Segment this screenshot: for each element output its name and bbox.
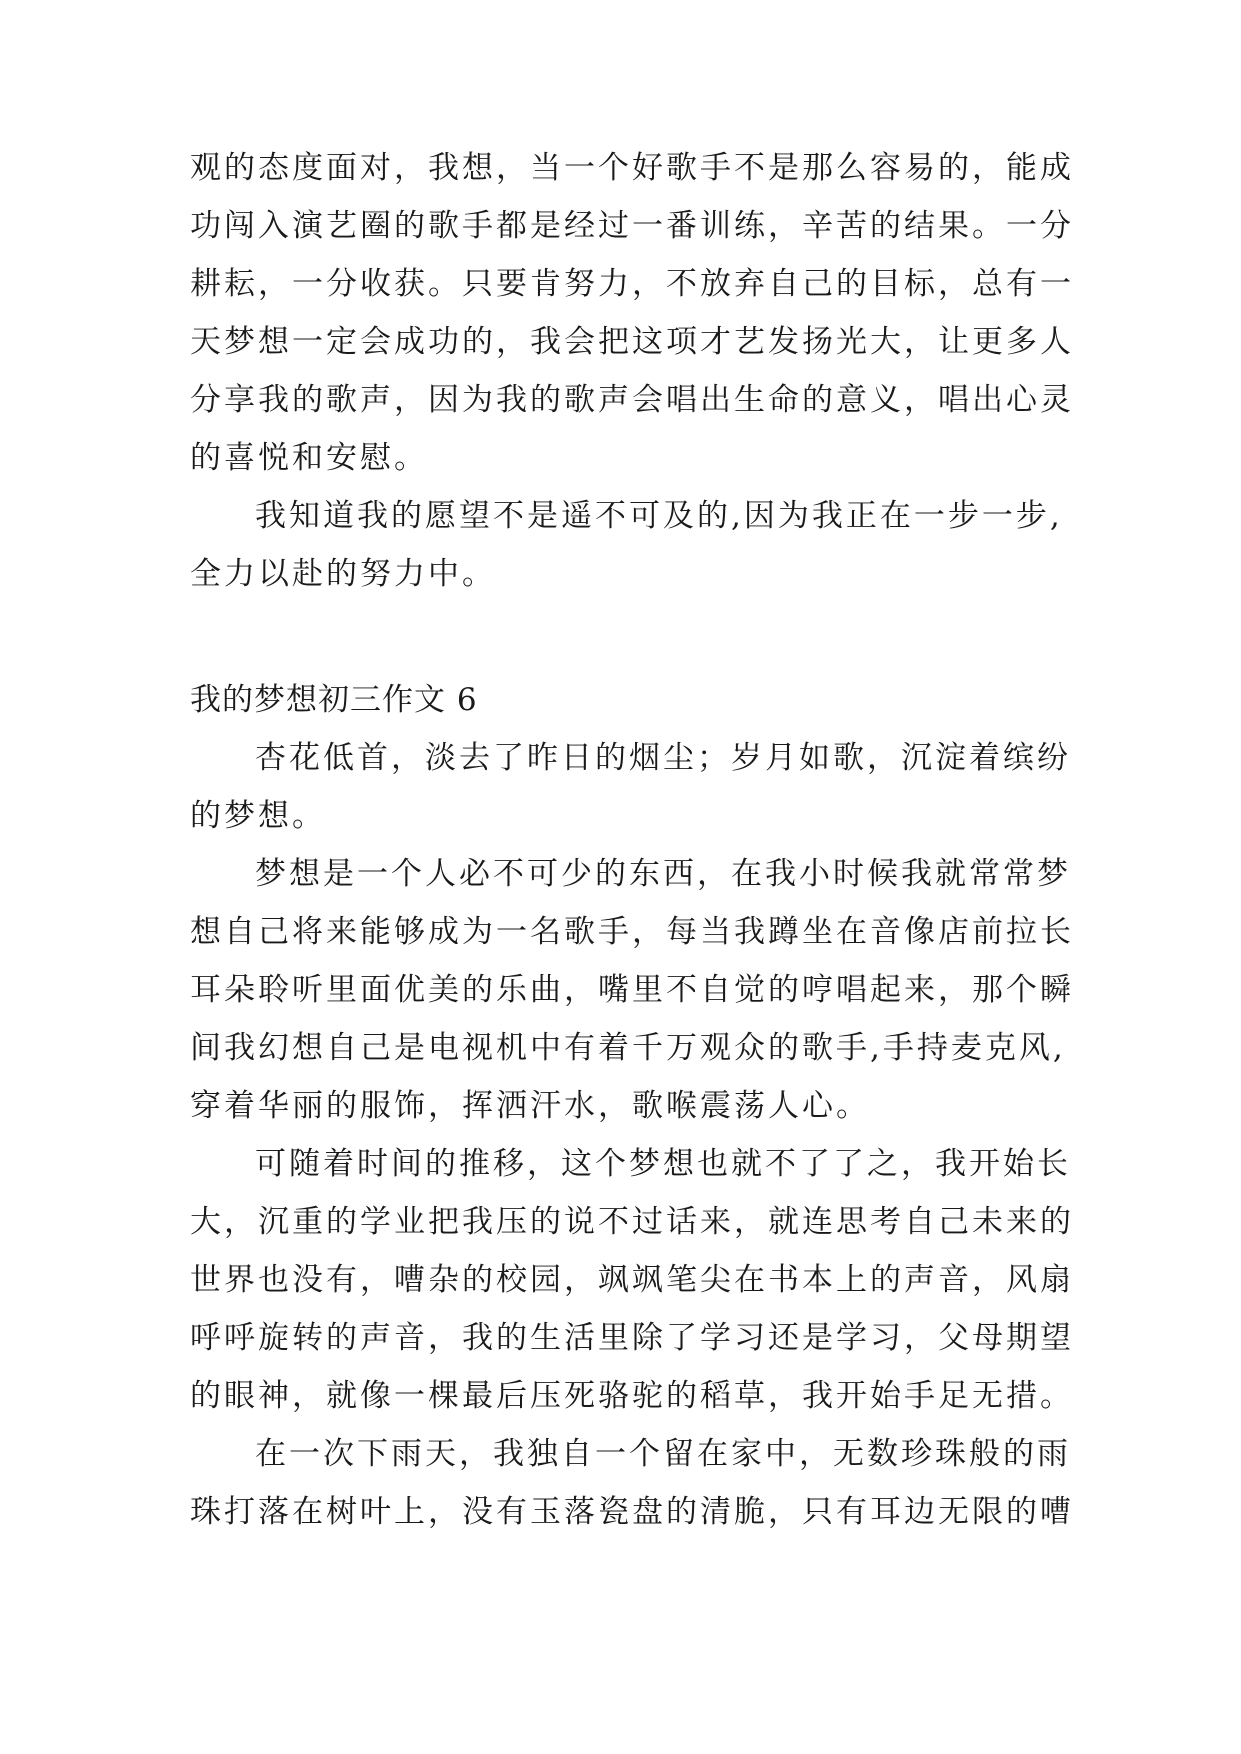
text-line: 想自己将来能够成为一名歌手，每当我蹲坐在音像店前拉长 <box>190 914 1074 950</box>
text-line: 杏花低首，淡去了昨日的烟尘；岁月如歌，沉淀着缤纷 <box>255 740 1071 776</box>
text-line: 我知道我的愿望不是遥不可及的,因为我正在一步一步, <box>255 498 1063 534</box>
text-line: 呼呼旋转的声音，我的生活里除了学习还是学习，父母期望 <box>190 1320 1074 1356</box>
text-line: 珠打落在树叶上，没有玉落瓷盘的清脆，只有耳边无限的嘈 <box>190 1494 1074 1530</box>
text-line: 的梦想。 <box>190 798 326 834</box>
text-line: 大，沉重的学业把我压的说不过话来，就连思考自己未来的 <box>190 1204 1074 1240</box>
text-line: 耳朵聆听里面优美的乐曲，嘴里不自觉的哼唱起来，那个瞬 <box>190 972 1074 1008</box>
text-line: 世界也没有，嘈杂的校园，飒飒笔尖在书本上的声音，风扇 <box>190 1262 1074 1298</box>
text-line: 天梦想一定会成功的，我会把这项才艺发扬光大，让更多人 <box>190 324 1074 360</box>
text-line: 梦想是一个人必不可少的东西，在我小时候我就常常梦 <box>255 856 1071 892</box>
essay-heading: 我的梦想初三作文 6 <box>190 682 478 718</box>
text-line: 的眼神，就像一棵最后压死骆驼的稻草，我开始手足无措。 <box>190 1378 1074 1414</box>
text-line: 在一次下雨天，我独自一个留在家中，无数珍珠般的雨 <box>255 1436 1071 1472</box>
text-line: 间我幻想自己是电视机中有着千万观众的歌手,手持麦克风, <box>190 1030 1066 1066</box>
text-line: 的喜悦和安慰。 <box>190 440 428 476</box>
text-line: 可随着时间的推移，这个梦想也就不了了之，我开始长 <box>255 1146 1071 1182</box>
text-line: 穿着华丽的服饰，挥洒汗水，歌喉震荡人心。 <box>190 1088 870 1124</box>
text-line: 功闯入演艺圈的歌手都是经过一番训练，辛苦的结果。一分 <box>190 208 1074 244</box>
text-line: 分享我的歌声，因为我的歌声会唱出生命的意义，唱出心灵 <box>190 382 1074 418</box>
text-line: 全力以赴的努力中。 <box>190 556 496 592</box>
text-line: 耕耘，一分收获。只要肯努力，不放弃自己的目标，总有一 <box>190 266 1074 302</box>
text-line: 观的态度面对，我想，当一个好歌手不是那么容易的，能成 <box>190 150 1074 186</box>
